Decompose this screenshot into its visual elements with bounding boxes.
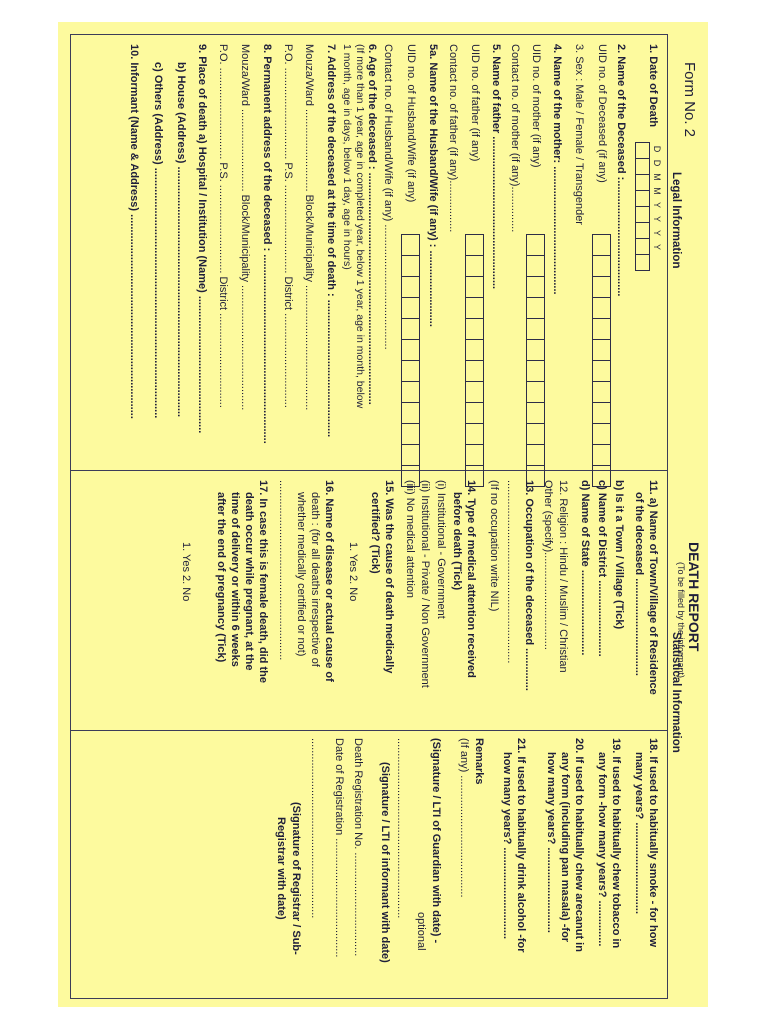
q6-age-note-1: (If more than 1 year, age in completed year, below 1 year, age in month, below (354, 44, 366, 409)
q2-uid-label: UID no. of Deceased (if any) (596, 44, 608, 183)
date-label-y1: Y (652, 201, 662, 208)
date-format-labels (652, 142, 662, 254)
q5a-spouse-contact: Contact no. of Husband/Wife (if any) ......................................... (382, 44, 394, 350)
q19-tobacco: 19. If used to habitually chew tobacco in (610, 738, 622, 949)
q21-alcohol-cont: how many years? .............................. (501, 752, 513, 940)
q11b-town-or-village: b) Is it a Town / Village (Tick) (613, 480, 625, 630)
remarks-field[interactable]: (If any) ........................................ (458, 738, 470, 898)
q15-medically-certified-cont: certified? (Tick) (369, 492, 381, 574)
q1-date-label: 1. Date of Death (647, 44, 659, 128)
q13-occupation-dots: ............................................................ (505, 480, 517, 664)
registrar-signature-line[interactable]: ........................................................... (309, 738, 321, 919)
q5-father-name: 5. Name of father .................................................. (490, 44, 502, 290)
guardian-optional-note: optional (415, 912, 427, 951)
q5-father-contact: Contact no. of father (if any)................. (447, 44, 459, 233)
mother-uid-boxes[interactable] (526, 234, 545, 486)
q7-po-ps-district: P.O. .............................. P.S. ............................. District ............................... (282, 44, 294, 408)
q18-smoke: 18. If used to habitually smoke - for how (647, 738, 659, 948)
q14-option-private[interactable]: (ii) Institutional - Private / Non Government (419, 480, 431, 688)
q15-medically-certified: 15. Was the cause of death medically (383, 480, 395, 674)
q11c-district: c) Name of District ......................... (596, 480, 608, 657)
q17-female-death: 17. In case this is female death, did the (257, 480, 269, 683)
spouse-uid-boxes[interactable] (401, 234, 420, 486)
q9-house: b) House (Address) .................................................................................. (175, 62, 187, 418)
q9-place-of-death: 9. Place of death a) Hospital / Institution (Name) ............................................. (196, 44, 208, 434)
date-of-registration[interactable]: Date of Registration ....................................... (333, 738, 345, 958)
date-label-m1: M (652, 173, 662, 181)
q16-cause-cont: death : (for all deaths irrespective of (309, 492, 321, 667)
q20-arecanut-cont-1: any form (including pan masala) -for (559, 752, 571, 943)
q10-informant: 10. Informant (Name & Address) ................................................................... (128, 44, 140, 419)
q8-permanent-address: 8. Permanent address of the deceased : .............................................................. (261, 44, 273, 444)
q3-sex: 3. Sex : Male / Female / Transgender (573, 44, 585, 225)
q14-option-none[interactable]: (iii) No medical attention (404, 480, 416, 598)
informant-signature-label: (Signature / LTI of informant with date) (379, 762, 391, 963)
date-label-m2: M (652, 187, 662, 195)
legal-heading: Legal Information (670, 172, 682, 269)
q17-yes-no-options[interactable]: 1. Yes 2. No (180, 542, 192, 602)
death-registration-no[interactable]: Death Registration No. .................................. (352, 738, 364, 957)
q6-age: 6. Age of the deceased : ............................................................................ (366, 44, 378, 405)
q8-po-ps-district: P.O. .............................. P.S. ............................. District ............................... (217, 44, 229, 408)
q11d-state: d) Name of State ............................ (579, 480, 591, 656)
q18-smoke-cont: many years? .............................. (633, 752, 645, 915)
date-label-y4: Y (652, 243, 662, 250)
date-label-d1: D (652, 145, 662, 153)
q4-mother-contact: Contact no. of mother (if any)............... (509, 44, 521, 233)
q17-cont-1: death occur while pregnant, at the (243, 492, 255, 671)
q13-nil-note: (If no occupation write NIL) (488, 480, 500, 612)
q21-alcohol: 21. If used to habitually drink alcohol -for (515, 738, 527, 953)
father-uid-boxes[interactable] (465, 234, 484, 486)
q4-mother-name: 4. Name of the mother: .......................................... (551, 44, 563, 295)
q12-religion-other: Other (specify)................................ (542, 480, 554, 650)
form-number: Form No. 2 (681, 62, 698, 138)
q4-mother-uid-label: UID no. of mother (if any) (530, 44, 542, 168)
q17-cont-2: time of delivery or within 6 weeks (229, 492, 241, 667)
q19-tobacco-cont: any form -how many years? ............... (596, 752, 608, 947)
q15-yes-no-options[interactable]: 1. Yes 2. No (347, 542, 359, 602)
q14-medical-attention: 14. Type of medical attention received (465, 480, 477, 678)
q5-father-uid-label: UID no. of father (if any) (469, 44, 481, 162)
q11-town-village-cont: of the deceased ................................ (633, 492, 645, 676)
q14-medical-attention-cont: before death (Tick) (451, 492, 463, 591)
column-divider-2 (70, 730, 668, 731)
q13-occupation: 13. Occupation of the deceased .............. (523, 480, 535, 691)
deceased-uid-boxes[interactable] (592, 234, 611, 486)
guardian-signature-label: (Signature / LTI of Guardian with date) - (430, 738, 442, 944)
form-rotated-content (58, 22, 708, 1007)
q12-religion: 12. Religion : Hindu / Muslim / Christian (557, 480, 569, 673)
column-divider-1 (70, 470, 668, 471)
informant-signature-line[interactable]: ........................................................... (395, 738, 407, 919)
statistical-heading: Statistical Information (670, 632, 682, 753)
form-title: DEATH REPORT (686, 542, 702, 652)
q6-age-note-2: 1 month, age in days, below 1 day, age in hours) (341, 44, 353, 270)
q2-name-deceased: 2. Name of the Deceased :...................................... (615, 44, 627, 297)
remarks-label: Remarks (473, 738, 485, 785)
q16-cause-dots: ........................................................... (277, 480, 289, 661)
q8-mouza-block: Mouza/Ward ........................... Block/Municipality ......................................... (239, 44, 251, 411)
q20-arecanut: 20. If used to habitually chew arecanut in (573, 738, 585, 952)
date-label-y2: Y (652, 215, 662, 222)
date-label-y3: Y (652, 229, 662, 236)
form-paper (58, 22, 708, 1007)
registrar-signature-label-2: Registrar with date) (275, 817, 287, 920)
q17-cont-3: after the end of pregnancy (Tick) (215, 492, 227, 663)
q11-town-village: 11. a) Name of Town/Village of Residence (647, 480, 659, 695)
q20-arecanut-cont-2: how many years? ............................ (545, 752, 557, 933)
q7-address: 7. Address of the deceased at the time of death : ............................................. (325, 44, 337, 438)
q5a-spouse-uid-label: UID no. of Husband/Wife (if any) (405, 44, 417, 203)
q16-cause-cont-2: whether medically certified or not) (295, 492, 307, 657)
date-label-d2: D (652, 159, 662, 167)
registrar-signature-label: (Signature of Registrar / Sub- (290, 802, 302, 955)
q7-mouza-block: Mouza/Ward ........................... Block/Municipality ......................................... (303, 44, 315, 411)
date-of-death-boxes[interactable] (635, 142, 650, 270)
q16-cause-of-death: 16. Name of disease or actual cause of (323, 480, 335, 682)
form-subtitle: (To be filled by the informant) (676, 562, 686, 679)
q9-others: c) Others (Address) .................................................................................. (152, 62, 164, 419)
q14-option-government[interactable]: (i) Institutional - Government (435, 480, 447, 619)
q5a-spouse-name: 5a. Name of the Husband/Wife (if any) : ......................... (427, 44, 439, 327)
